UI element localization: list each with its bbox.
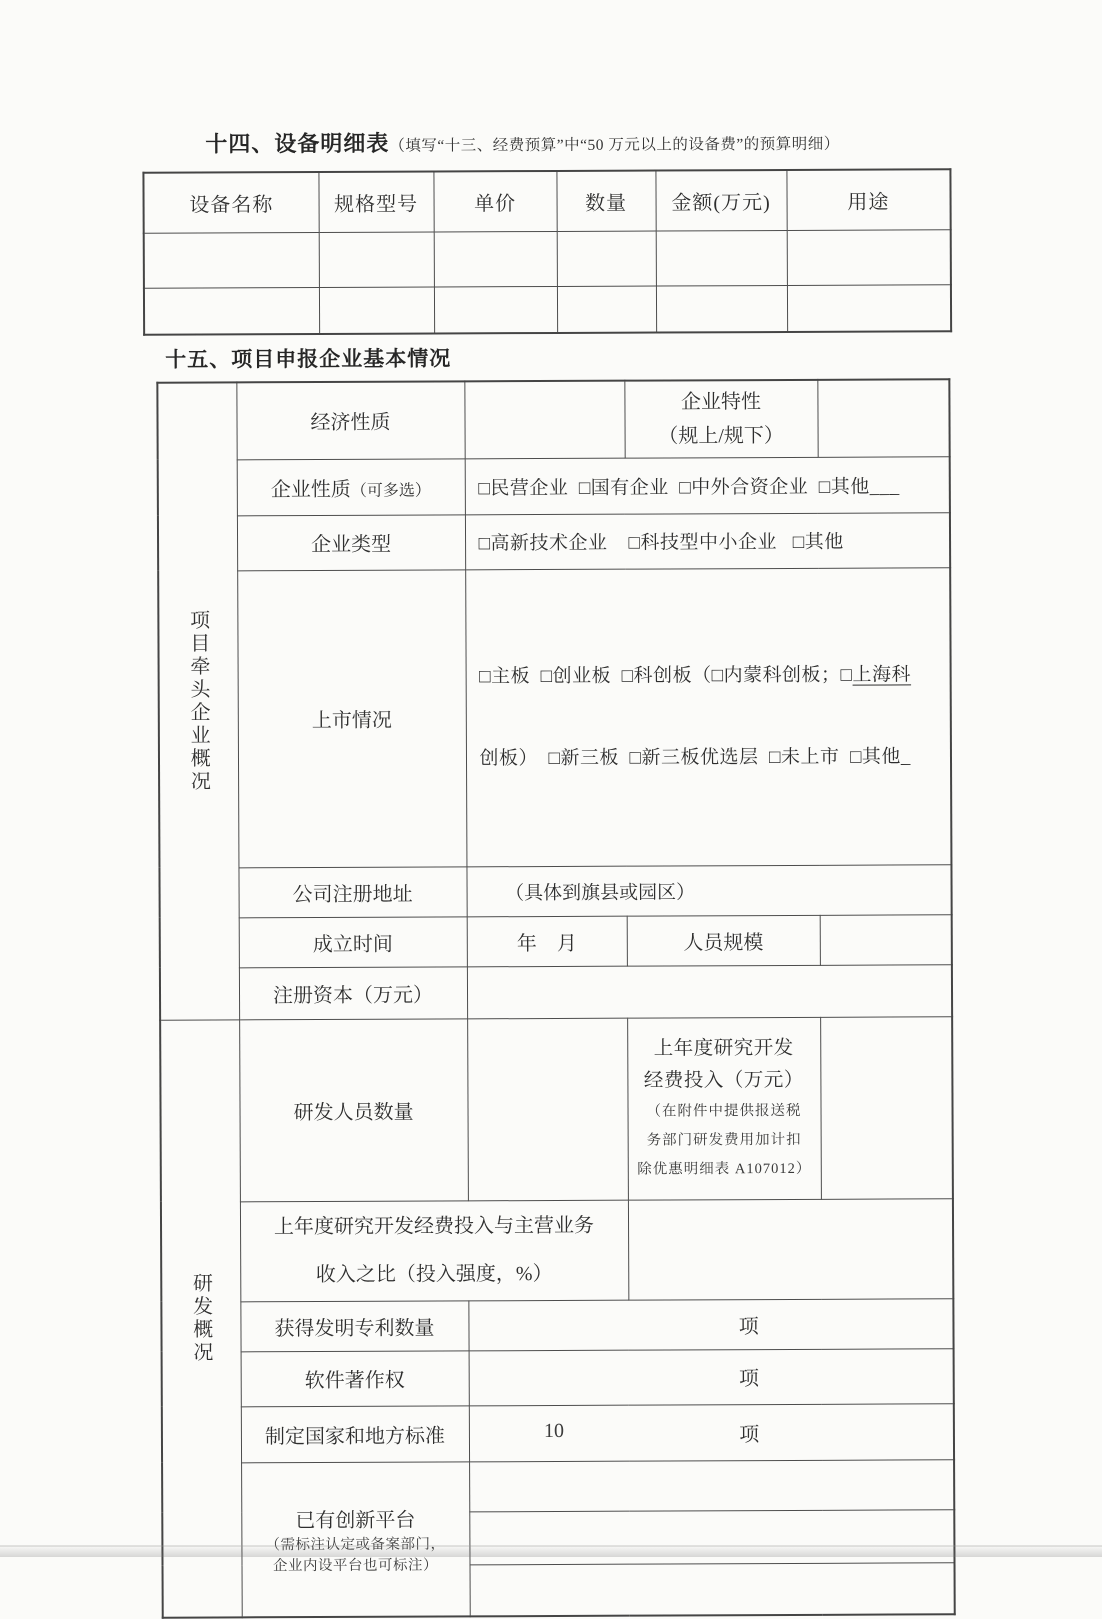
rd-intensity-label: 上年度研究开发经费投入与主营业务 收入之比（投入强度，%）	[240, 1200, 628, 1302]
empty-cell	[656, 285, 787, 333]
rd-intensity-value-cell	[628, 1198, 953, 1299]
empty-cell	[434, 286, 557, 334]
equipment-empty-row-2	[144, 284, 951, 335]
listing-options-line2: 创板） □新三板 □新三板优选层 □未上市 □其他_	[479, 738, 944, 778]
empty-cell	[656, 230, 787, 286]
innovation-platform-value-cell-3	[470, 1562, 955, 1616]
empty-cell	[557, 286, 656, 333]
staff-size-label: 人员规模	[627, 915, 820, 966]
enterprise-trait-label: 企业特性 （规上/规下）	[624, 380, 817, 458]
empty-cell	[319, 287, 434, 335]
software-copyright-label: 软件著作权	[241, 1350, 469, 1406]
header-amount: 金额(万元)	[655, 170, 786, 231]
listing-status-label: 上市情况	[237, 569, 466, 867]
enterprise-type-label: 企业类型	[237, 514, 465, 570]
economic-nature-label: 经济性质	[236, 381, 464, 459]
equipment-detail-table	[142, 168, 952, 336]
registered-address-hint: （具体到旗县或园区）	[466, 864, 951, 916]
row-listing-status	[158, 567, 951, 867]
registered-capital-value-cell	[467, 964, 952, 1018]
registered-address-label: 公司注册地址	[238, 866, 466, 917]
row-economic-nature	[157, 379, 949, 459]
empty-cell	[787, 229, 951, 285]
economic-nature-value-cell	[464, 381, 624, 459]
row-rd-intensity	[161, 1198, 953, 1301]
invention-patents-label: 获得发明专利数量	[240, 1300, 468, 1351]
empty-cell	[557, 231, 656, 286]
rd-fund-label: 上年度研究开发 经费投入（万元） （在附件中提供报送税 务部门研发费用加计扣 除优惠明细表 A107012）	[627, 1017, 821, 1200]
founding-date-label: 成立时间	[239, 916, 467, 967]
section14-title: 十四、设备明细表	[205, 131, 389, 157]
standards-unit: 项	[469, 1403, 954, 1461]
section14-title-note: （填写“十三、经费预算”中“50 万元以上的设备费”的预算明细）	[389, 136, 839, 155]
empty-cell	[319, 232, 434, 288]
registered-capital-label: 注册资本（万元）	[239, 966, 467, 1019]
listing-status-options	[465, 567, 951, 866]
enterprise-nature-label: 企业性质（可多选）	[237, 458, 465, 515]
software-copyright-unit: 项	[469, 1348, 954, 1405]
header-purpose: 用途	[786, 169, 950, 230]
rd-staff-value-cell	[467, 1018, 628, 1201]
row-rd-staff	[160, 1016, 953, 1201]
header-spec-model: 规格型号	[318, 172, 433, 233]
row-registered-capital	[160, 964, 952, 1019]
empty-cell	[144, 287, 319, 335]
invention-patents-unit: 项	[468, 1298, 953, 1350]
innovation-platform-value-cell-1	[469, 1459, 954, 1511]
header-unit-price: 单价	[433, 171, 556, 232]
group-label-rd-overview: 研发概况	[160, 1019, 242, 1617]
listing-options-line1: □主板 □创业板 □科创板（□内蒙科创板；□上海科	[479, 656, 944, 696]
row-enterprise-nature	[158, 456, 950, 515]
row-innovation-platform	[162, 1459, 954, 1512]
header-device-name: 设备名称	[143, 172, 318, 233]
section14-heading	[205, 125, 840, 159]
header-quantity: 数量	[556, 171, 655, 231]
row-software-copyright	[162, 1348, 954, 1406]
scan-edge-shadow	[0, 1545, 1102, 1557]
enterprise-nature-options: □民营企业 □国有企业 □中外合资企业 □其他___	[465, 456, 950, 514]
founding-date-value: 年 月	[467, 916, 627, 967]
row-registered-address	[159, 864, 951, 917]
rd-fund-value-cell	[820, 1016, 953, 1199]
enterprise-type-options: □高新技术企业 □科技型中小企业 □其他	[465, 512, 950, 569]
empty-cell	[434, 231, 557, 287]
enterprise-trait-value-cell	[817, 379, 949, 457]
row-invention-patents	[161, 1298, 953, 1351]
empty-cell	[144, 232, 319, 288]
section15-title: 十五、项目申报企业基本情况	[165, 342, 451, 373]
row-founding-date	[160, 914, 952, 967]
standards-label: 制定国家和地方标准	[241, 1405, 469, 1462]
row-enterprise-type	[158, 512, 950, 570]
page-number: 10	[3, 1418, 1102, 1446]
equipment-empty-row-1	[144, 229, 951, 288]
equipment-table-header-row	[143, 169, 950, 233]
staff-size-value-cell	[820, 914, 952, 965]
empty-cell	[787, 284, 951, 332]
innovation-platform-label: 已有创新平台 （需标注认定或备案部门， 企业内设平台也可标注）	[241, 1461, 470, 1617]
group-label-lead-enterprise: 项目牵头企业概况	[157, 382, 239, 1019]
rd-staff-label: 研发人员数量	[239, 1018, 468, 1201]
